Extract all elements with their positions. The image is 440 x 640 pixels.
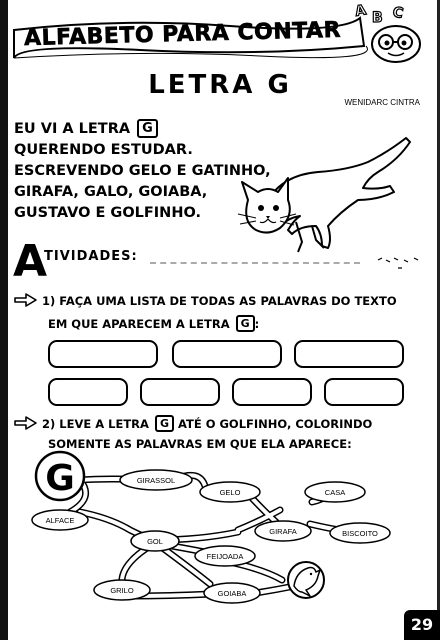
divider — [150, 262, 360, 264]
poem-line-3: ESCREVENDO GELO E GATINHO, — [14, 163, 271, 179]
answer-box[interactable] — [294, 340, 404, 368]
cat-illustration — [228, 130, 428, 280]
svg-text:ALFACE: ALFACE — [45, 516, 75, 525]
activities-big-letter: A — [13, 236, 48, 287]
svg-text:GOL: GOL — [147, 537, 163, 546]
page-number: 29 — [404, 610, 440, 640]
question-2-line-2: SOMENTE AS PALAVRAS EM QUE ELA APARECE: — [48, 437, 352, 451]
svg-text:GELO: GELO — [219, 488, 241, 497]
question-1-line-1 — [14, 290, 397, 312]
svg-text:BISCOITO: BISCOITO — [342, 529, 378, 538]
svg-text:CASA: CASA — [324, 488, 346, 497]
author-credit: WENIDARC CINTRA — [344, 98, 420, 107]
glasses-mascot-icon — [372, 26, 420, 62]
question-1-colon: : — [254, 317, 260, 331]
corner-letter-a: A — [353, 2, 368, 20]
svg-text:FEIJOADA: FEIJOADA — [206, 552, 244, 561]
arrow-right-icon — [14, 293, 38, 307]
dolphin-icon — [288, 562, 324, 598]
answer-box[interactable] — [140, 378, 220, 406]
maze-word-girafa — [255, 521, 311, 541]
poem-line-4: GIRAFA, GALO, GOIABA, — [14, 184, 208, 200]
answer-box[interactable] — [232, 378, 312, 406]
maze-word-girassol — [120, 470, 192, 490]
maze-start-letter-text: G — [45, 458, 75, 499]
letter-g-box: G — [155, 415, 174, 432]
question-2-number: 2) — [42, 417, 56, 431]
corner-letter-c: C — [391, 4, 405, 23]
answer-box[interactable] — [172, 340, 282, 368]
poem-line-2: QUERENDO ESTUDAR. — [14, 142, 193, 158]
poem-line-1-text: EU VI A LETRA — [14, 121, 131, 137]
maze-word-goiaba — [204, 583, 260, 603]
question-2-line-1 — [14, 413, 372, 435]
svg-text:GIRASSOL: GIRASSOL — [136, 476, 176, 485]
letter-g-box: G — [137, 119, 158, 138]
svg-text:GRILO: GRILO — [110, 586, 134, 595]
maze-word-alface — [32, 510, 88, 530]
question-1-line-2 — [48, 313, 259, 335]
question-2-text: LEVE A LETRA — [59, 417, 149, 431]
maze-word-grilo — [94, 580, 150, 600]
maze-word-gol — [131, 531, 179, 551]
activities-label: TIVIDADES: — [44, 249, 138, 264]
page-title: LETRA G — [148, 70, 292, 100]
header-title: ALFABETO PARA CONTAR — [23, 17, 342, 52]
maze-word-casa — [305, 482, 365, 502]
maze-word-feijoada — [195, 546, 255, 566]
answer-box[interactable] — [48, 340, 158, 368]
poem-line-5: GUSTAVO E GOLFINHO. — [14, 205, 201, 221]
svg-text:GIRAFA: GIRAFA — [269, 527, 297, 536]
question-1-number: 1) — [42, 294, 56, 308]
question-1-text: FAÇA UMA LISTA DE TODAS AS PALAVRAS DO TEXTO — [59, 294, 397, 308]
word-maze — [0, 450, 440, 630]
maze-start-letter — [36, 452, 84, 500]
question-2-text-after: ATÉ O GOLFINHO, COLORINDO — [178, 417, 373, 431]
arrow-right-icon — [14, 416, 38, 430]
svg-text:GOIABA: GOIABA — [217, 589, 247, 598]
maze-word-biscoito — [330, 523, 390, 543]
corner-letter-b: B — [372, 10, 383, 26]
answer-box[interactable] — [324, 378, 404, 406]
maze-word-gelo — [200, 482, 260, 502]
answer-box[interactable] — [48, 378, 128, 406]
letter-g-box: G — [236, 315, 255, 332]
question-1-text-2: EM QUE APARECEM A LETRA — [48, 317, 230, 331]
